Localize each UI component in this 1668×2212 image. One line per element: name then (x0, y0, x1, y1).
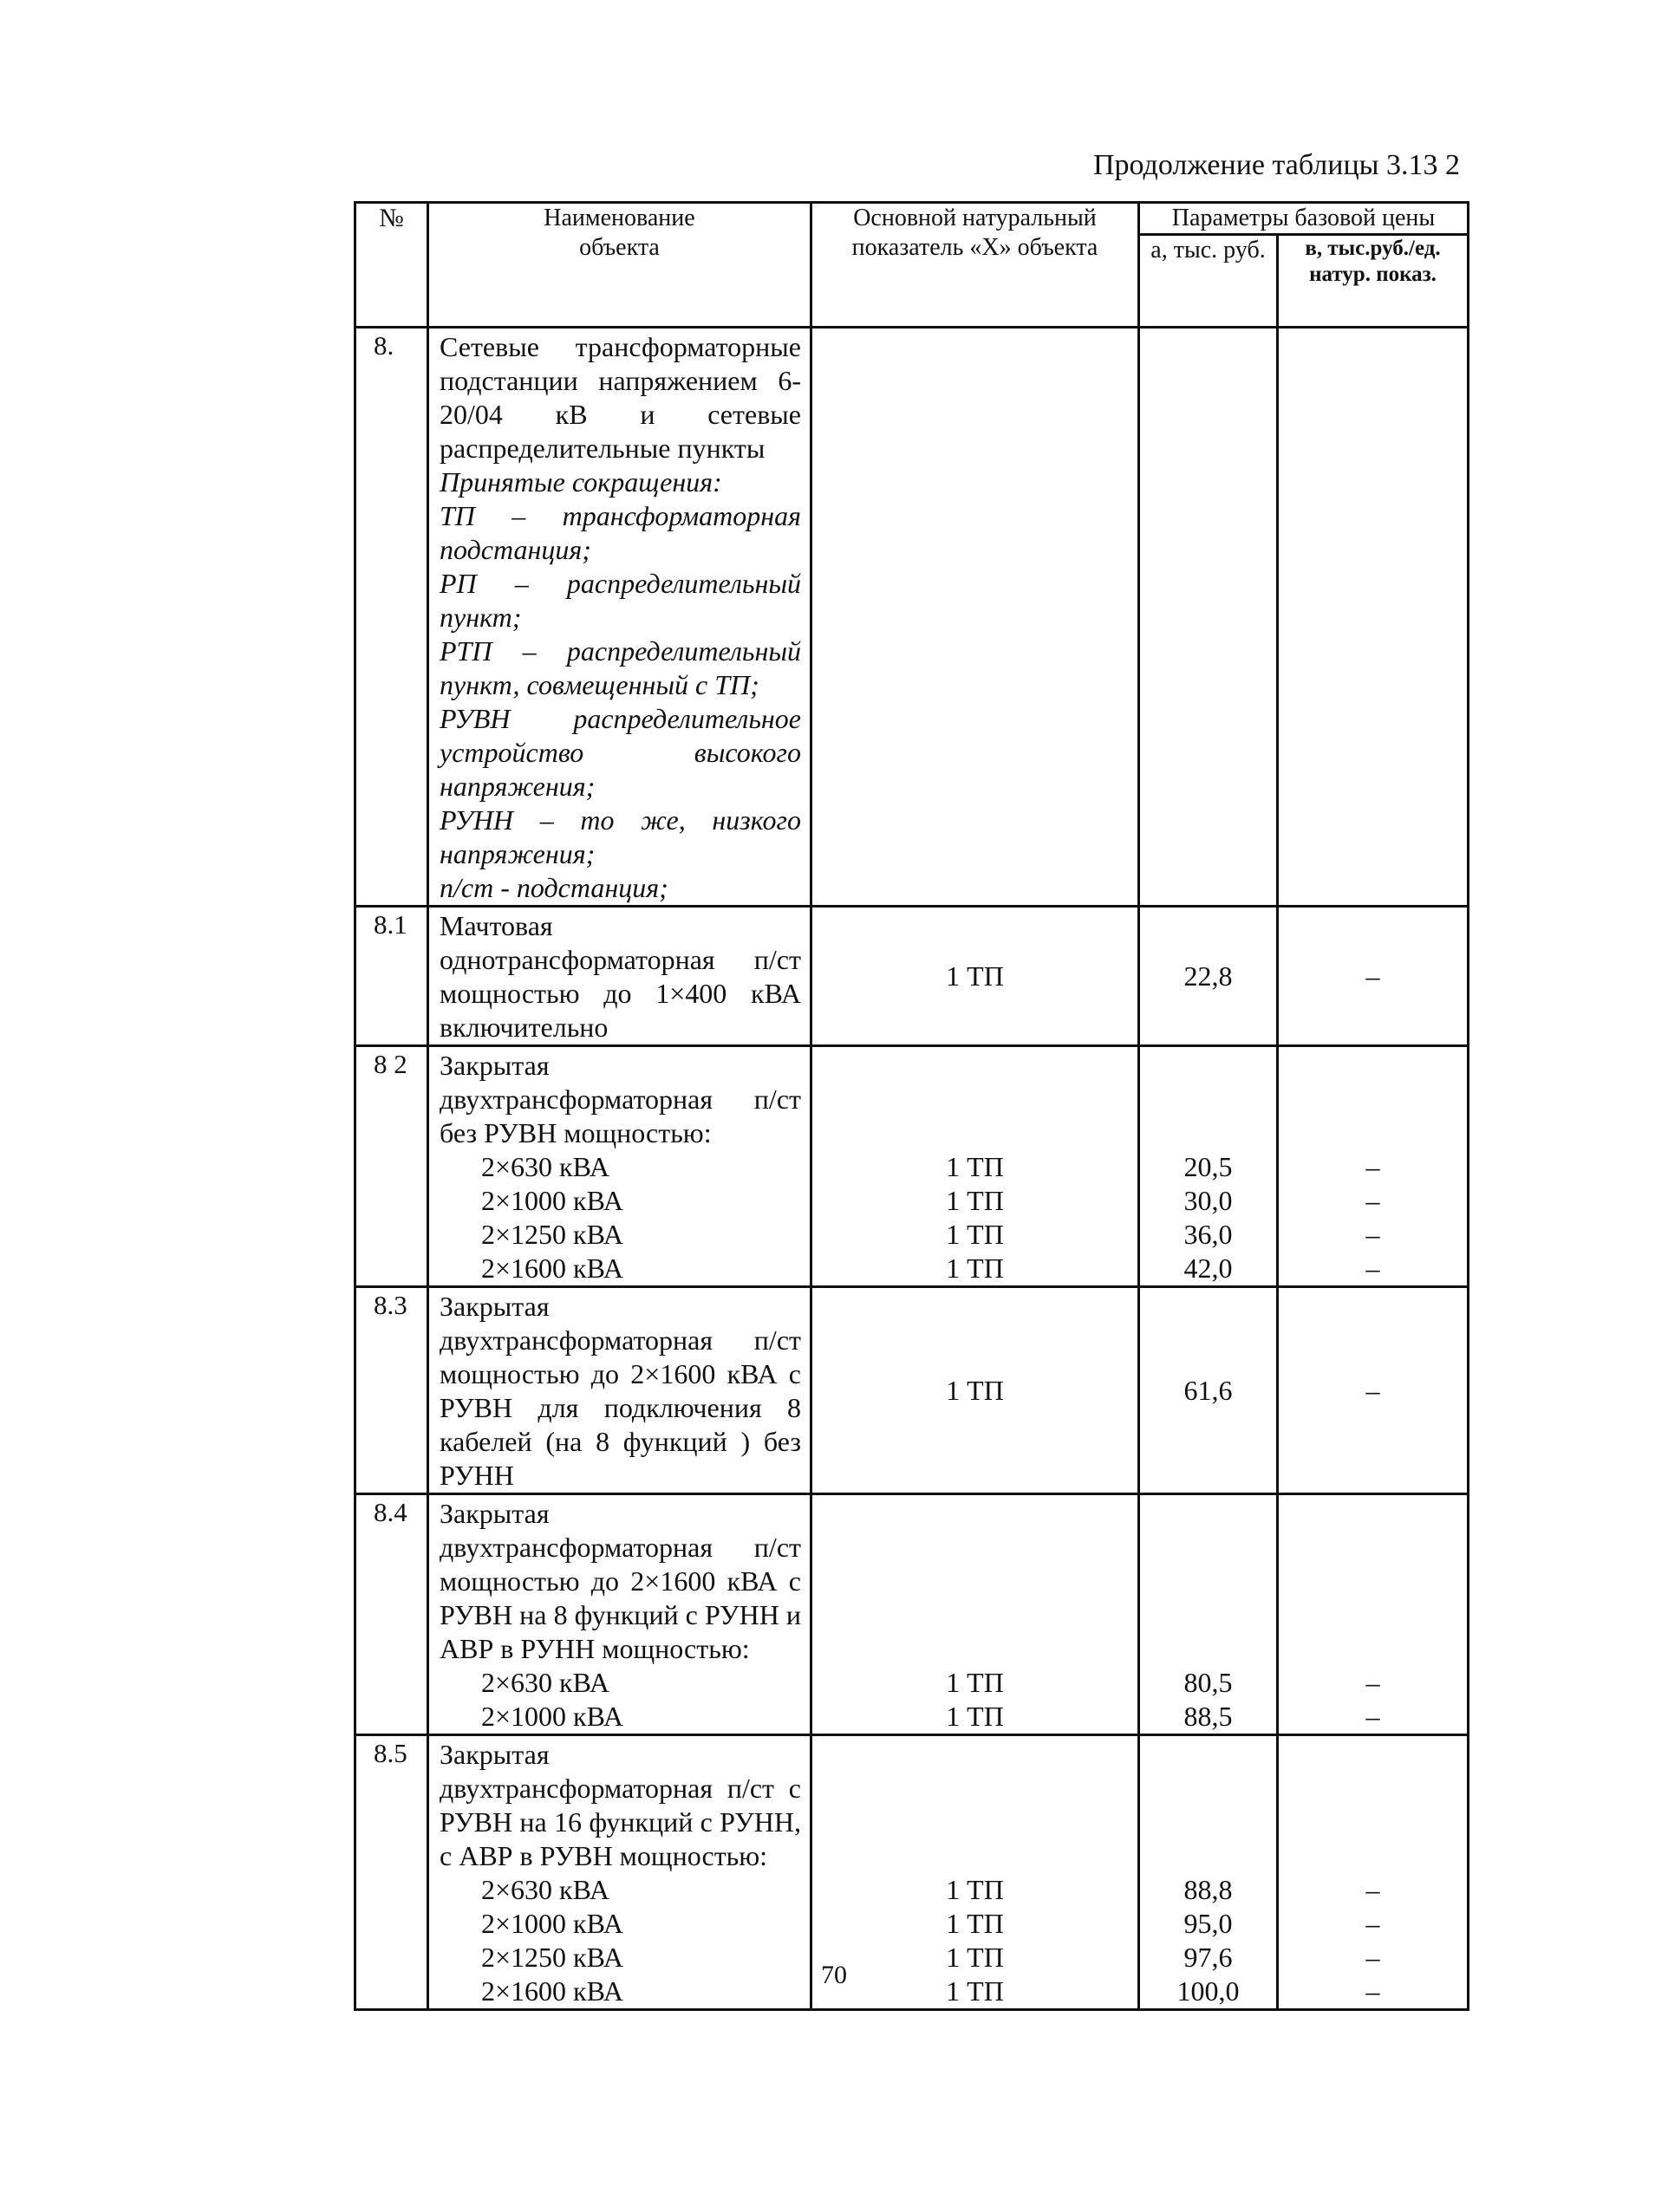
table-body (355, 328, 1469, 2010)
price-b-cell (1278, 907, 1469, 1046)
name-text: Сетевые трансформаторные подстанции напряжением 6-20/04 кВ и сетевые распределительные пункты (440, 331, 801, 464)
indicator-cell (811, 328, 1139, 907)
indicator-cell (811, 1494, 1139, 1735)
price-a-value: 36,0 (1183, 1219, 1233, 1250)
indicator-value: 1 ТП (946, 1185, 1004, 1216)
indicator-value: 1 ТП (946, 1908, 1004, 1939)
row-number: 8.5 (355, 1735, 428, 2010)
header-indicator: Основной натуральный показатель «Х» объекта (811, 203, 1139, 328)
capacity-option: 2×1000 кВА (481, 1908, 624, 1939)
row-number: 8.1 (355, 907, 428, 1046)
price-a-cell (1139, 1287, 1278, 1494)
price-a-value: 20,5 (1183, 1151, 1233, 1182)
name-text: РУНН – то же, низкого напряжения; (440, 804, 801, 869)
name-text: РТП – распределительный пункт, совмещенный с ТП; (440, 635, 801, 700)
price-b-value: – (1365, 1667, 1380, 1698)
object-name (428, 1494, 811, 1735)
indicator-cell (811, 907, 1139, 1046)
price-b-value: – (1365, 1219, 1380, 1250)
price-a-value: 97,6 (1183, 1942, 1233, 1973)
indicator-value: 1 ТП (946, 960, 1004, 992)
row-number: 8.3 (355, 1287, 428, 1494)
row-number: 8. (355, 328, 428, 907)
indicator-value: 1 ТП (946, 1219, 1004, 1250)
price-b-value: – (1365, 960, 1380, 992)
name-text: Закрытая двухтрансформаторная п/ст без РУВН мощностью: (440, 1050, 801, 1148)
name-text: Закрытая двухтрансформаторная п/ст с РУВН на 16 функций с РУНН, с АВР в РУВН мощностью: (440, 1739, 801, 1871)
capacity-option: 2×1250 кВА (481, 1219, 624, 1250)
price-a-value: 88,5 (1183, 1701, 1233, 1732)
indicator-value: 1 ТП (946, 1942, 1004, 1973)
price-a-value: 42,0 (1183, 1252, 1233, 1284)
object-name (428, 328, 811, 907)
price-a-cell (1139, 1494, 1278, 1735)
capacity-option: 2×1000 кВА (481, 1185, 624, 1216)
capacity-option: 2×1600 кВА (481, 1975, 624, 2007)
price-a-value: 80,5 (1183, 1667, 1233, 1698)
indicator-cell (811, 1287, 1139, 1494)
header-params: Параметры базовой цены (1139, 203, 1469, 235)
price-b-value: – (1365, 1151, 1380, 1182)
page-number: 70 (821, 1961, 847, 1989)
price-b-value: – (1365, 1185, 1380, 1216)
capacity-option: 2×1600 кВА (481, 1252, 624, 1284)
indicator-value: 1 ТП (946, 1874, 1004, 1905)
name-text: РП – распределительный пункт; (440, 568, 801, 633)
price-a-cell (1139, 907, 1278, 1046)
capacity-option: 2×1250 кВА (481, 1942, 624, 1973)
object-name (428, 1046, 811, 1287)
row-number: 8 2 (355, 1046, 428, 1287)
price-a-value: 30,0 (1183, 1185, 1233, 1216)
table-row (355, 1046, 1469, 1287)
capacity-option: 2×630 кВА (481, 1874, 610, 1905)
capacity-option: 2×1000 кВА (481, 1701, 624, 1732)
name-text: Мачтовая однотрансформаторная п/ст мощностью до 1×400 кВА включительно (440, 910, 801, 1043)
object-name (428, 907, 811, 1046)
price-a-cell (1139, 328, 1278, 907)
header-name: Наименование объекта (428, 203, 811, 328)
price-b-value: – (1365, 1975, 1380, 2007)
price-a-value: 95,0 (1183, 1908, 1233, 1939)
price-b-value: – (1365, 1908, 1380, 1939)
indicator-cell (811, 1046, 1139, 1287)
name-text: Принятые сокращения: (440, 466, 722, 498)
indicator-value: 1 ТП (946, 1701, 1004, 1732)
price-b-value: – (1365, 1374, 1380, 1406)
table-row (355, 1494, 1469, 1735)
price-b-value: – (1365, 1874, 1380, 1905)
header-b: в, тыс.руб./ед. натур. показ. (1278, 235, 1469, 328)
header-num: № (355, 203, 428, 328)
capacity-option: 2×630 кВА (481, 1667, 610, 1698)
price-a-value: 100,0 (1176, 1975, 1240, 2007)
table-caption: Продолжение таблицы 3.13 2 (1092, 149, 1460, 181)
price-b-value: – (1365, 1942, 1380, 1973)
price-b-cell (1278, 1494, 1469, 1735)
price-table (354, 201, 1469, 2011)
price-b-value: – (1365, 1701, 1380, 1732)
price-a-value: 22,8 (1183, 960, 1233, 992)
price-b-cell (1278, 328, 1469, 907)
name-text: ТП – трансформаторная подстанция; (440, 500, 801, 565)
price-b-cell (1278, 1046, 1469, 1287)
name-text: Закрытая двухтрансформаторная п/ст мощностью до 2×1600 кВА с РУВН для подключения 8 кабелей (на 8 функций ) без РУНН (440, 1291, 801, 1491)
indicator-value: 1 ТП (946, 1975, 1004, 2007)
table-row (355, 1287, 1469, 1494)
table-row (355, 328, 1469, 907)
capacity-option: 2×630 кВА (481, 1151, 610, 1182)
price-b-cell (1278, 1287, 1469, 1494)
header-a: а, тыс. руб. (1139, 235, 1278, 328)
name-text: РУВН распределительное устройство высокого напряжения; (440, 703, 801, 802)
indicator-value: 1 ТП (946, 1151, 1004, 1182)
price-a-value: 61,6 (1183, 1374, 1233, 1406)
name-text: п/ст - подстанция; (440, 872, 668, 903)
table-row (355, 907, 1469, 1046)
indicator-value: 1 ТП (946, 1252, 1004, 1284)
indicator-value: 1 ТП (946, 1374, 1004, 1406)
indicator-value: 1 ТП (946, 1667, 1004, 1698)
price-b-value: – (1365, 1252, 1380, 1284)
object-name (428, 1287, 811, 1494)
table-header (355, 203, 1469, 328)
price-a-value: 88,8 (1183, 1874, 1233, 1905)
row-number: 8.4 (355, 1494, 428, 1735)
name-text: Закрытая двухтрансформаторная п/ст мощностью до 2×1600 кВА с РУВН на 8 функций с РУНН и АВР в РУНН мощностью: (440, 1498, 801, 1664)
price-a-cell (1139, 1046, 1278, 1287)
